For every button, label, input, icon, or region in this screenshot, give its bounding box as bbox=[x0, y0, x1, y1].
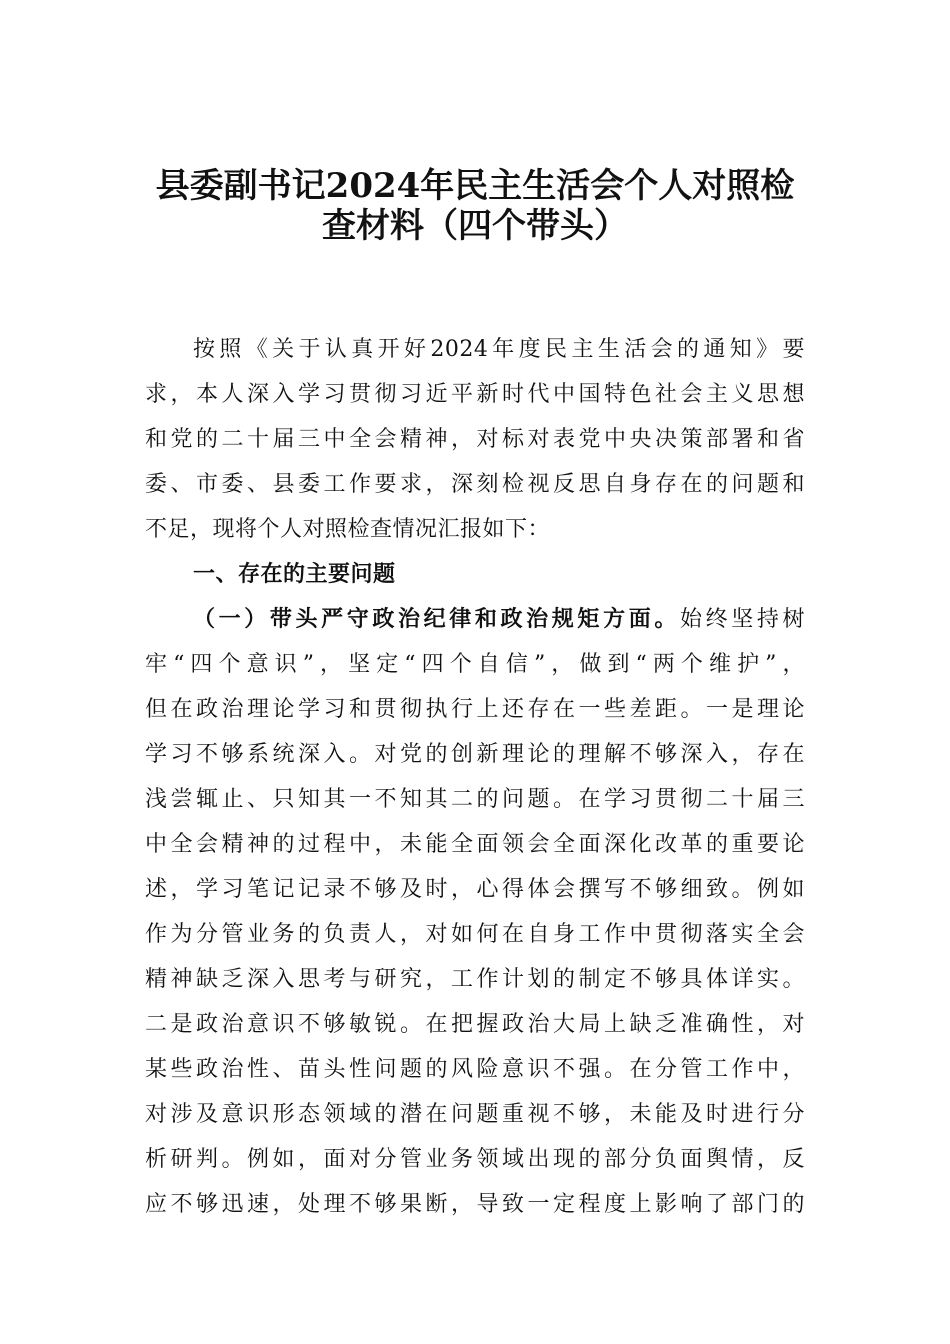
intro-paragraph-line: 求，本人深入学习贯彻习近平新时代中国特色社会主义思想 bbox=[145, 382, 805, 407]
intro-paragraph-line: 不足，现将个人对照检查情况汇报如下： bbox=[145, 517, 551, 542]
intro-paragraph-line: 委、市委、县委工作要求，深刻检视反思自身存在的问题和 bbox=[145, 472, 805, 497]
subsection-label: （一）带头严守政治纪律和政治规矩方面。 bbox=[193, 606, 680, 632]
subsection-paragraph-line: 应不够迅速，处理不够果断，导致一定程度上影响了部门的 bbox=[145, 1192, 805, 1217]
subsection-paragraph-line: 学习不够系统深入。对党的创新理论的理解不够深入，存在 bbox=[145, 742, 805, 767]
subsection-paragraph-line: 析研判。例如，面对分管业务领域出现的部分负面舆情，反 bbox=[145, 1147, 805, 1172]
document-title-line-2: 查材料（四个带头） bbox=[322, 206, 628, 246]
subsection-paragraph-line: 二是政治意识不够敏锐。在把握政治大局上缺乏准确性，对 bbox=[145, 1012, 805, 1037]
intro-paragraph-line: 按照《关于认真开好2024年度民主生活会的通知》要 bbox=[193, 337, 805, 362]
subsection-paragraph-line: 某些政治性、苗头性问题的风险意识不强。在分管工作中， bbox=[145, 1057, 805, 1082]
subsection-paragraph-line: 中全会精神的过程中，未能全面领会全面深化改革的重要论 bbox=[145, 832, 805, 857]
subsection-paragraph-line: 述，学习笔记记录不够及时，心得体会撰写不够细致。例如 bbox=[145, 877, 805, 902]
subsection-paragraph-line: 对涉及意识形态领域的潜在问题重视不够，未能及时进行分 bbox=[145, 1102, 805, 1127]
subsection-first-line-text: 始终坚持树 bbox=[679, 607, 805, 632]
subsection-paragraph-line: 作为分管业务的负责人，对如何在自身工作中贯彻落实全会 bbox=[145, 922, 805, 947]
intro-paragraph-line: 和党的二十届三中全会精神，对标对表党中央决策部署和省 bbox=[145, 427, 805, 452]
document-body bbox=[145, 327, 805, 1227]
section-heading: 一、存在的主要问题 bbox=[193, 562, 396, 587]
subsection-paragraph-line: 精神缺乏深入思考与研究，工作计划的制定不够具体详实。 bbox=[145, 967, 805, 992]
subsection-paragraph-line: 浅尝辄止、只知其一不知其二的问题。在学习贯彻二十届三 bbox=[145, 787, 805, 812]
subsection-first-line bbox=[145, 597, 805, 642]
document-title-line-1: 县委副书记2024年民主生活会个人对照检 bbox=[155, 166, 795, 206]
subsection-paragraph-line: 牢“四个意识”，坚定“四个自信”，做到“两个维护”， bbox=[145, 652, 805, 677]
subsection-paragraph-line: 但在政治理论学习和贯彻执行上还存在一些差距。一是理论 bbox=[145, 697, 805, 722]
